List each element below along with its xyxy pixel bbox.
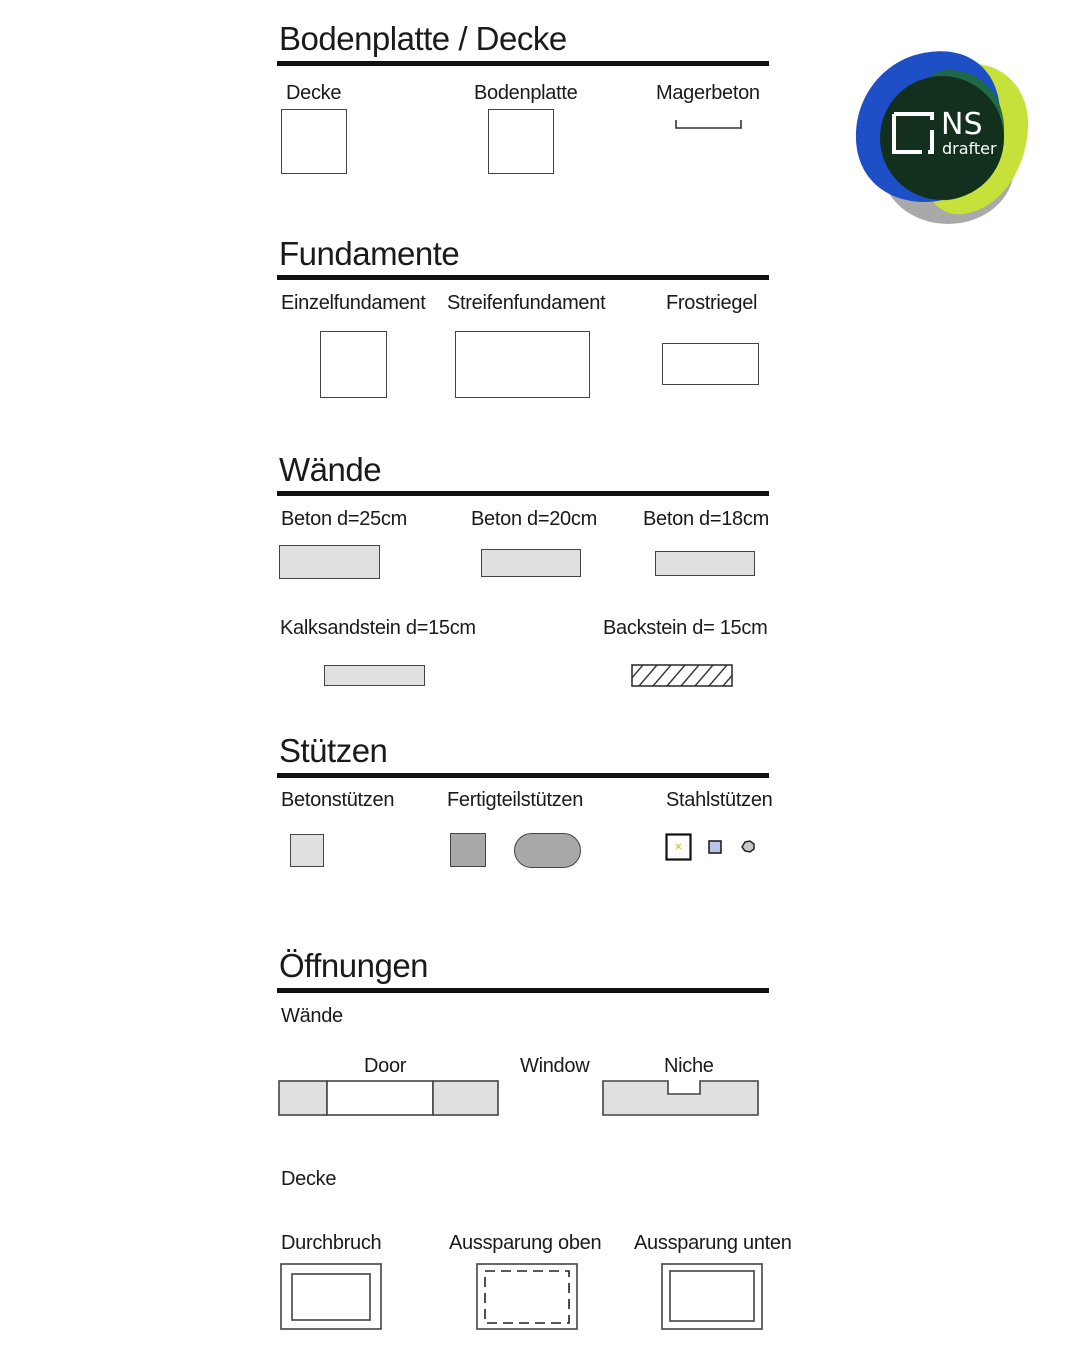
- symbol-aussparung-oben: [476, 1263, 579, 1331]
- symbol-magerbeton: [674, 118, 744, 132]
- logo-sub-text: drafter: [942, 139, 997, 158]
- label-aussparung-oben: Aussparung oben: [449, 1232, 602, 1254]
- section-rule: [277, 61, 769, 66]
- label-beton-25: Beton d=25cm: [281, 508, 407, 530]
- label-frostriegel: Frostriegel: [666, 292, 758, 314]
- label-beton-18: Beton d=18cm: [643, 508, 769, 530]
- section-title-oeffnungen: Öffnungen: [279, 947, 429, 984]
- symbol-backstein: [631, 664, 733, 687]
- symbol-stahlstuetzen: [665, 833, 765, 865]
- symbol-streifenfundament: [455, 331, 590, 398]
- section-rule: [277, 773, 769, 778]
- symbol-beton-25: [279, 545, 380, 579]
- logo-main-text: NS: [941, 107, 983, 142]
- label-beton-20: Beton d=20cm: [471, 508, 597, 530]
- label-window: Window: [520, 1055, 590, 1077]
- nsdrafter-logo: [852, 48, 1032, 228]
- section-title-fundamente: Fundamente: [279, 235, 460, 272]
- logo-square-icon: [892, 112, 936, 156]
- section-title-waende: Wände: [279, 451, 382, 488]
- label-aussparung-unten: Aussparung unten: [634, 1232, 792, 1254]
- symbol-decke: [281, 109, 347, 174]
- symbol-bodenplatte: [488, 109, 554, 174]
- label-bodenplatte: Bodenplatte: [474, 82, 578, 104]
- symbol-fertigteilstuetze-eckig: [450, 833, 486, 867]
- label-betonstuetzen: Betonstützen: [281, 789, 395, 811]
- symbol-durchbruch: [280, 1263, 383, 1331]
- label-stahlstuetzen: Stahlstützen: [666, 789, 773, 811]
- section-rule: [277, 491, 769, 496]
- label-fertigteilstuetzen: Fertigteilstützen: [447, 789, 584, 811]
- symbol-kalksandstein: [324, 665, 425, 686]
- section-rule: [277, 275, 769, 280]
- symbol-niche: [602, 1079, 761, 1117]
- label-oeffnungen-decke: Decke: [281, 1168, 337, 1190]
- symbol-fertigteilstuetze-rund: [514, 833, 581, 868]
- symbol-beton-18: [655, 551, 755, 576]
- symbol-einzelfundament: [320, 331, 387, 398]
- symbol-betonstuetze: [290, 834, 324, 867]
- label-kalksandstein: Kalksandstein d=15cm: [280, 617, 476, 639]
- symbol-frostriegel: [662, 343, 759, 385]
- label-einzelfundament: Einzelfundament: [281, 292, 426, 314]
- label-backstein: Backstein d= 15cm: [603, 617, 768, 639]
- section-title-stuetzen: Stützen: [279, 732, 388, 769]
- label-niche: Niche: [664, 1055, 714, 1077]
- section-rule: [277, 988, 769, 993]
- symbol-door: [278, 1079, 500, 1117]
- label-magerbeton: Magerbeton: [656, 82, 760, 104]
- label-decke: Decke: [286, 82, 342, 104]
- symbol-aussparung-unten: [661, 1263, 764, 1331]
- symbol-beton-20: [481, 549, 581, 577]
- label-oeffnungen-waende: Wände: [281, 1005, 343, 1027]
- label-door: Door: [364, 1055, 407, 1077]
- label-durchbruch: Durchbruch: [281, 1232, 382, 1254]
- label-streifenfundament: Streifenfundament: [447, 292, 606, 314]
- section-title-bodenplatte: Bodenplatte / Decke: [279, 20, 567, 57]
